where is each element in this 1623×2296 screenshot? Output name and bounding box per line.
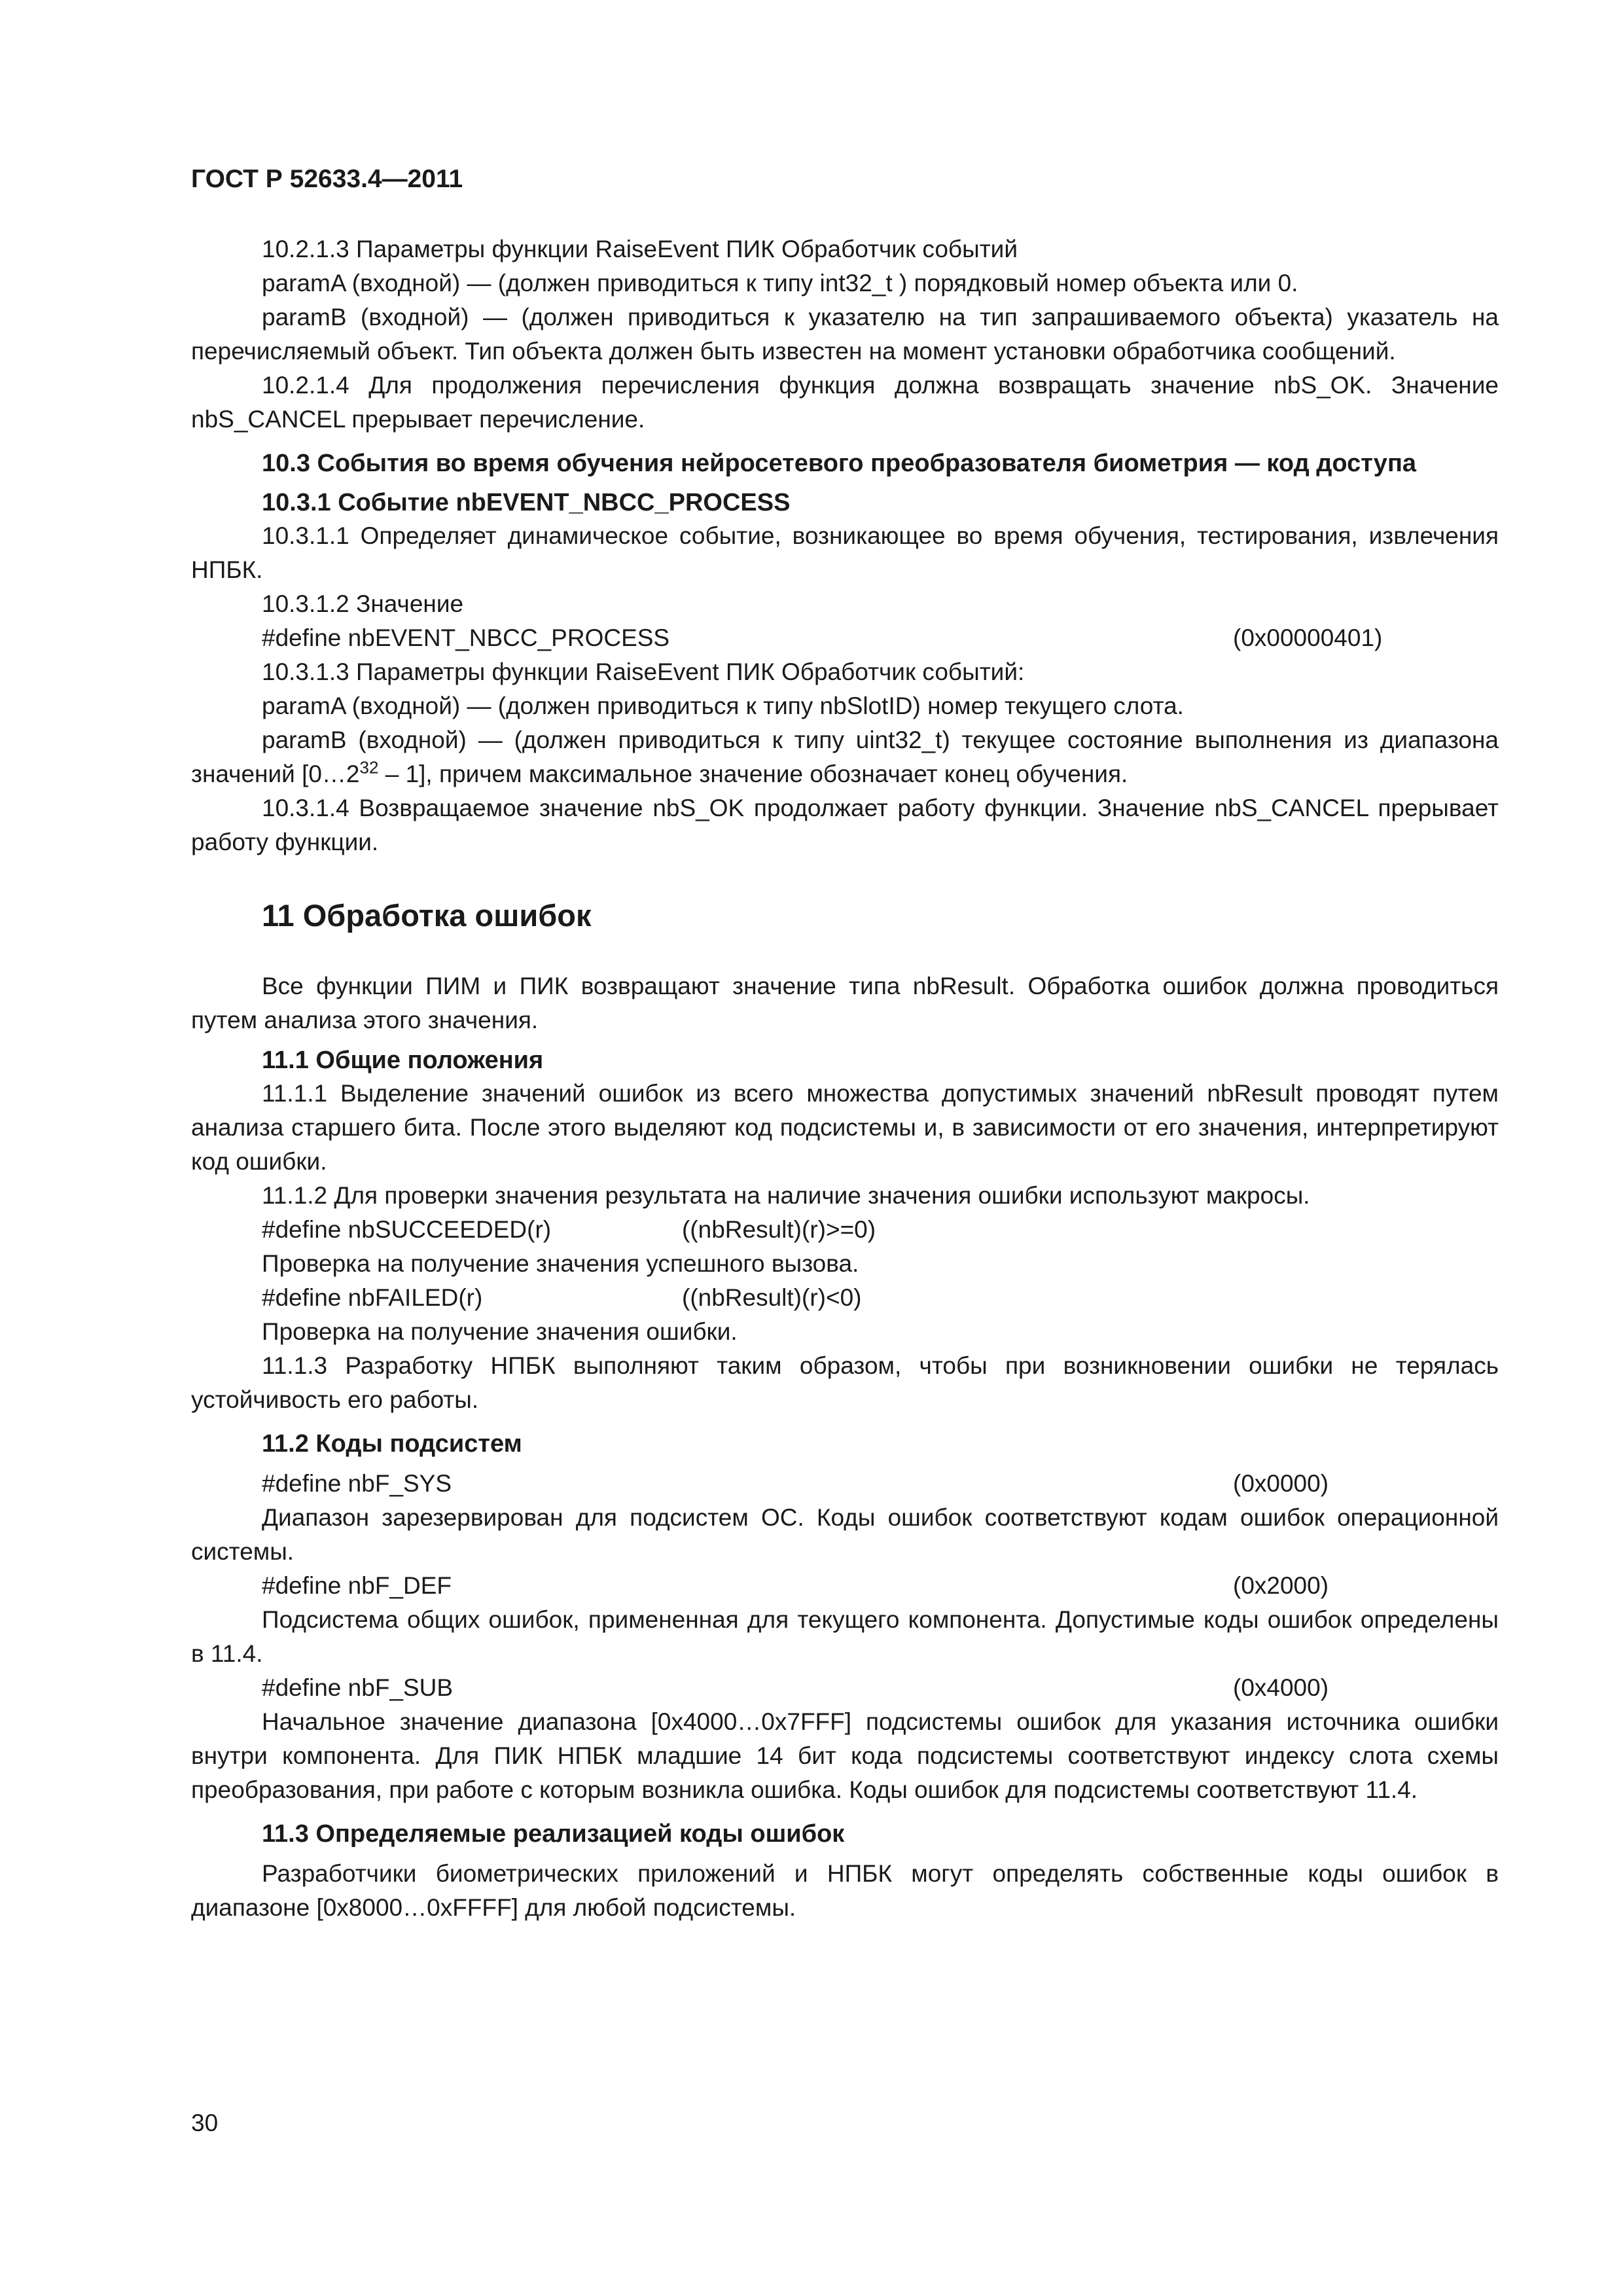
- paragraph: 10.2.1.4 Для продолжения перечисления функция должна возвращать значение nbS_OK. Значение nbS_CANCEL прерывает перечисление.: [191, 372, 1499, 433]
- paragraph: 11.1.2 Для проверки значения результата на наличие значения ошибки используют макросы.: [262, 1182, 1310, 1209]
- define-name: #define nbEVENT_NBCC_PROCESS: [262, 624, 670, 651]
- section-heading-11-2: 11.2 Коды подсистем: [262, 1430, 522, 1458]
- paragraph: Разработчики биометрических приложений и НПБК могут определять собственные коды ошибок в диапазоне [0x8000…0xFFFF] для любой подсистемы.: [191, 1860, 1499, 1921]
- section-heading-11-3: 11.3 Определяемые реализацией коды ошибок: [262, 1820, 845, 1848]
- define-value: (0x2000): [1233, 1572, 1329, 1599]
- paragraph: 10.3.1.2 Значение: [262, 590, 464, 617]
- paragraph: paramB (входной) — (должен приводиться к указателю на тип запрашиваемого объекта) указатель на перечисляемый объект. Тип объекта должен быть известен на момент установки обработчика сообщений.: [191, 304, 1499, 365]
- exponent: 32: [359, 757, 379, 778]
- paragraph: Проверка на получение значения успешного вызова.: [262, 1250, 859, 1277]
- macro-name: #define nbFAILED(r): [262, 1284, 483, 1311]
- section-heading-10-3: 10.3 События во время обучения нейросетевого преобразователя биометрия — код доступа: [262, 450, 1417, 477]
- document-header: ГОСТ Р 52633.4—2011: [191, 165, 463, 193]
- paragraph: 10.3.1.3 Параметры функции RaiseEvent ПИК Обработчик событий:: [262, 658, 1025, 685]
- paragraph: Проверка на получение значения ошибки.: [262, 1318, 738, 1345]
- paragraph: Диапазон зарезервирован для подсистем ОС. Коды ошибок соответствуют кодам ошибок операционной системы.: [191, 1504, 1499, 1565]
- macro-line: [191, 1213, 1499, 1247]
- define-name: #define nbF_SYS: [262, 1470, 452, 1497]
- define-line: [191, 1671, 1499, 1705]
- define-value: (0x4000): [1233, 1674, 1329, 1701]
- define-name: #define nbF_DEF: [262, 1572, 452, 1599]
- section-heading-11: 11 Обработка ошибок: [262, 898, 592, 933]
- section-heading-10-3-1: 10.3.1 Событие nbEVENT_NBCC_PROCESS: [262, 489, 791, 516]
- paragraph: paramA (входной) — (должен приводиться к типу int32_t ) порядковый номер объекта или 0.: [262, 270, 1298, 296]
- paragraph: 11.1.1 Выделение значений ошибок из всего множества допустимых значений nbResult проводят путем анализа старшего бита. После этого выделяют код подсистемы и, в зависимости от его значения, интерпретируют код ошибки.: [191, 1080, 1499, 1175]
- macro-line: [191, 1281, 1499, 1315]
- section-heading-11-1: 11.1 Общие положения: [262, 1047, 544, 1074]
- paragraph: 10.3.1.1 Определяет динамическое событие, возникающее во время обучения, тестирования, извлечения НПБК.: [191, 522, 1499, 583]
- paragraph: Все функции ПИМ и ПИК возвращают значение типа nbResult. Обработка ошибок должна проводиться путем анализа этого значения.: [191, 973, 1499, 1033]
- paragraph: 10.2.1.3 Параметры функции RaiseEvent ПИК Обработчик событий: [262, 236, 1018, 262]
- paragraph: [191, 723, 1499, 791]
- define-line: [191, 1467, 1499, 1501]
- paragraph-text: – 1], причем максимальное значение обозначает конец обучения.: [378, 761, 1128, 787]
- macro-name: #define nbSUCCEEDED(r): [262, 1216, 552, 1243]
- macro-value: ((nbResult)(r)<0): [682, 1284, 862, 1311]
- paragraph-text: paramB (входной) — (должен приводиться к типу uint32_t) текущее состояние выполнения из диапазона значений [0…2: [191, 726, 1499, 787]
- define-value: (0x0000): [1233, 1470, 1329, 1497]
- define-name: #define nbF_SUB: [262, 1674, 454, 1701]
- macro-value: ((nbResult)(r)>=0): [682, 1216, 876, 1243]
- paragraph: paramA (входной) — (должен приводиться к типу nbSlotID) номер текущего слота.: [262, 692, 1184, 719]
- paragraph: 11.1.3 Разработку НПБК выполняют таким образом, чтобы при возникновении ошибки не терялась устойчивость его работы.: [191, 1352, 1499, 1413]
- page-content: [191, 232, 1499, 1925]
- define-line: [191, 621, 1499, 655]
- page-number: 30: [191, 2109, 219, 2136]
- paragraph: Начальное значение диапазона [0x4000…0x7FFF] подсистемы ошибок для указания источника ошибки внутри компонента. Для ПИК НПБК младшие 14 бит кода подсистемы соответствуют индексу слота схемы преобразования, при работе с которым возникла ошибка. Коды ошибок для подсистемы соответствуют 11.4.: [191, 1708, 1499, 1803]
- define-line: [191, 1569, 1499, 1603]
- paragraph: 10.3.1.4 Возвращаемое значение nbS_OK продолжает работу функции. Значение nbS_CANCEL прерывает работу функции.: [191, 795, 1499, 855]
- paragraph: Подсистема общих ошибок, примененная для текущего компонента. Допустимые коды ошибок определены в 11.4.: [191, 1606, 1499, 1667]
- define-value: (0x00000401): [1233, 624, 1383, 651]
